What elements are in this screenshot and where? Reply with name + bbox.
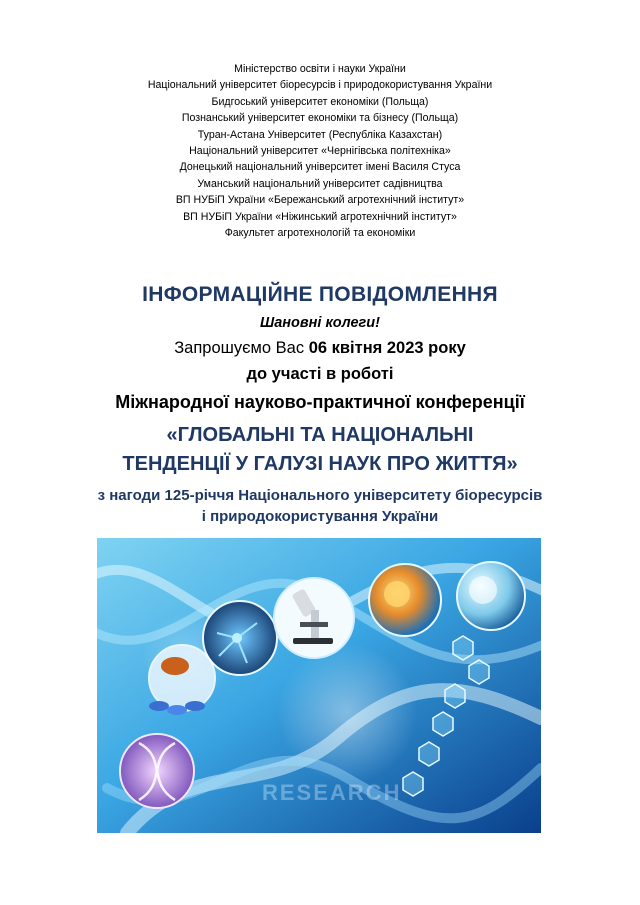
conference-name [0, 421, 640, 479]
life-sciences-banner [97, 538, 541, 833]
conference-name-line-2: ТЕНДЕНЦІЇ У ГАЛУЗІ НАУК ПРО ЖИТТЯ» [122, 453, 518, 475]
event-date: 06 квітня 2023 року [308, 339, 466, 357]
conference-name-line-1: «ГЛОБАЛЬНІ ТА НАЦІОНАЛЬНІ [166, 424, 474, 446]
organizer-line: Познанський університет економіки та бізнесу (Польща) [181, 112, 459, 125]
conference-type: Міжнародної науково-практичної конференції [115, 392, 525, 412]
organizers-list [0, 61, 640, 241]
organizer-line: Міністерство освіти і науки України [234, 63, 406, 75]
organizer-line: Національний університет «Чернігівська політехніка» [189, 145, 451, 158]
announcement-title: ІНФОРМАЦІЙНЕ ПОВІДОМЛЕННЯ [142, 283, 498, 306]
organizer-line: Туран-Астана Університет (Республіка Казахстан) [197, 128, 443, 141]
anniversary-occasion [0, 485, 640, 527]
participation-line: до участі в роботі [246, 365, 394, 383]
organizer-line: Національний університет біоресурсів і природокористування України [147, 79, 493, 92]
organizer-line: Бидгоський університет економіки (Польща) [211, 95, 429, 108]
organizer-line: Факультет агротехнологій та економіки [224, 227, 416, 240]
research-watermark: RESEARCH [262, 780, 402, 805]
occasion-line-1: з нагоди 125-річчя Національного університету біоресурсів [97, 487, 543, 504]
microscope-image [274, 578, 354, 658]
occasion-line-2: і природокористування України [201, 508, 439, 525]
invitation-prefix: Запрошуємо Вас [174, 339, 309, 357]
egg-cell-image [457, 562, 525, 630]
greeting: Шановні колеги! [260, 315, 380, 331]
organizer-line: ВП НУБіП України «Ніжинський агротехнічний інститут» [183, 210, 457, 223]
cell-image [369, 564, 441, 636]
organizer-line: Донецький національний університет імені Василя Стуса [179, 161, 461, 174]
organizer-line: Уманський національний університет садівництва [197, 177, 443, 190]
neuron-image [203, 601, 277, 675]
light-flare [277, 643, 417, 783]
invitation-line [0, 339, 640, 358]
organizer-line: ВП НУБіП України «Бережанський агротехнічний інститут» [175, 194, 465, 207]
dna-molecule-image [120, 734, 194, 808]
